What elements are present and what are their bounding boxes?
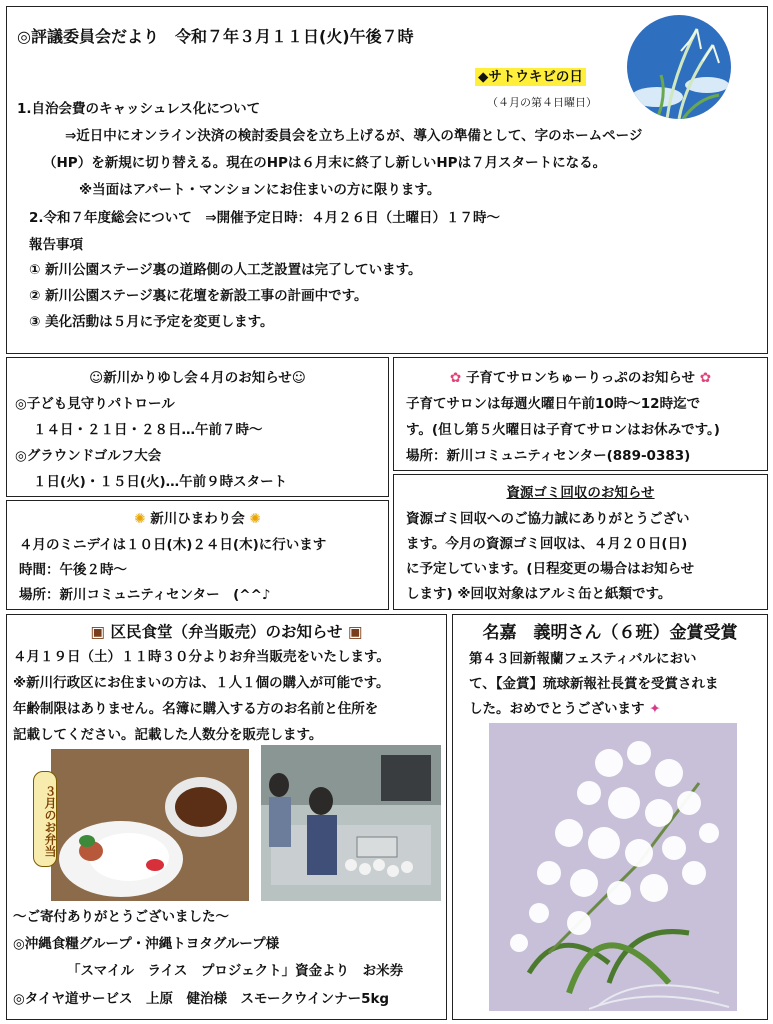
celebration-icon: ✦ bbox=[649, 701, 661, 717]
shokudo-title-row bbox=[7, 625, 446, 641]
recycle-title: 資源ゴミ回収のお知らせ bbox=[506, 485, 655, 501]
salon-title: 子育てサロンちゅーりっぷのお知らせ bbox=[465, 370, 696, 386]
shokudo-line2: ※新川行政区にお住まいの方は、１人１個の購入が可能です。 bbox=[13, 675, 390, 691]
recycle-section bbox=[393, 474, 768, 610]
kariyushi-line3: ◎グラウンドゴルフ大会 bbox=[15, 448, 162, 464]
shokudo-section bbox=[6, 614, 447, 1020]
donation-line3: ◎タイヤ道サービス 上原 健治様 スモークウインナー5kg bbox=[13, 991, 390, 1007]
bento-tag: ３月のお弁当 bbox=[33, 771, 57, 867]
kariyushi-line2: １４日・２１日・２８日…午前７時～ bbox=[33, 422, 263, 438]
salon-line1: 子育てサロンは毎週火曜日午前10時～12時迄で bbox=[406, 396, 701, 412]
sugarcane-label: ◆サトウキビの日 bbox=[475, 71, 586, 85]
kitchen-photo bbox=[261, 745, 441, 901]
himawari-title: 新川ひまわり会 bbox=[150, 511, 245, 527]
award-section bbox=[452, 614, 768, 1020]
kariyushi-line4: １日(火)・１５日(火)…午前９時スタート bbox=[33, 474, 288, 490]
himawari-line1: ４月のミニデイは１０日(木)２４日(木)に行います bbox=[19, 537, 327, 553]
report-heading: 報告事項 bbox=[29, 237, 83, 253]
shokudo-title: 区民食堂（弁当販売）のお知らせ bbox=[110, 623, 343, 641]
salon-title-row bbox=[394, 372, 767, 386]
council-item1-line2: （HP）を新規に切り替える。現在のHPは６月末に終了し新しいHPは７月スタートになる。 bbox=[43, 155, 607, 171]
himawari-line3: 場所：新川コミュニティセンター (^^♪ bbox=[19, 587, 271, 603]
bento-icon: ▣ bbox=[90, 623, 106, 641]
award-line3-row bbox=[469, 703, 661, 717]
himawari-title-row bbox=[7, 513, 388, 527]
council-item1-line1: ⇒近日中にオンライン決済の検討委員会を立ち上げるが、導入の準備として、字のホームページ bbox=[65, 128, 643, 144]
recycle-line3: に予定しています。(日程変更の場合はお知らせ bbox=[406, 561, 695, 577]
himawari-section bbox=[6, 500, 389, 610]
bento-icon: ▣ bbox=[347, 623, 363, 641]
salon-line2: す。(但し第５火曜日は子育てサロンはお休みです。) bbox=[406, 422, 720, 438]
orchid-photo bbox=[489, 723, 737, 1011]
salon-section bbox=[393, 357, 768, 471]
kariyushi-section bbox=[6, 357, 389, 497]
bento-photo bbox=[51, 749, 249, 901]
award-line3: した。おめでとうございます bbox=[469, 701, 645, 717]
award-line1: 第４３回新報蘭フェスティバルにおい bbox=[469, 651, 697, 667]
award-title: 名嘉 義明さん（６班）金賞受賞 bbox=[482, 623, 738, 643]
council-item2: 2.令和７年度総会について ⇒開催予定日時：４月２６日（土曜日）１７時～ bbox=[29, 210, 501, 226]
donation-thanks: ～ご寄付ありがとうございました～ bbox=[13, 909, 229, 925]
himawari-line2: 時間：午後２時～ bbox=[19, 562, 127, 578]
recycle-line4: します) ※回収対象はアルミ缶と紙類です。 bbox=[406, 586, 672, 602]
council-item1-line3: ※当面はアパート・マンションにお住まいの方に限ります。 bbox=[79, 182, 441, 198]
sunflower-icon: ✺ bbox=[134, 511, 146, 527]
recycle-line1: 資源ゴミ回収へのご協力誠にありがとうござい bbox=[406, 511, 690, 527]
salon-line3: 場所：新川コミュニティセンター(889-0383) bbox=[406, 448, 691, 464]
report-item-2: ② 新川公園ステージ裏に花壇を新設工事の計画中です。 bbox=[29, 288, 368, 304]
council-title: ◎評議委員会だより 令和７年３月１１日(火)午後７時 bbox=[17, 27, 414, 46]
donation-line2: 「スマイル ライス プロジェクト」資金より お米券 bbox=[67, 963, 404, 979]
council-item1: 1.自治会費のキャッシュレス化について bbox=[17, 101, 261, 117]
award-line2: て、【金賞】琉球新報社長賞を受賞されま bbox=[469, 676, 719, 692]
council-section bbox=[6, 6, 768, 354]
report-item-3: ③ 美化活動は５月に予定を変更します。 bbox=[29, 314, 274, 330]
tulip-icon: ✿ bbox=[449, 370, 462, 386]
tulip-icon: ✿ bbox=[699, 370, 712, 386]
shokudo-line3: 年齢制限はありません。名簿に購入する方のお名前と住所を bbox=[13, 701, 379, 717]
report-item-1: ① 新川公園ステージ裏の道路側の人工芝設置は完了しています。 bbox=[29, 262, 422, 278]
recycle-line2: ます。今月の資源ゴミ回収は、４月２０日(日) bbox=[406, 536, 688, 552]
donation-line1: ◎沖縄食糧グループ・沖縄トヨタグループ様 bbox=[13, 936, 280, 952]
shokudo-line1: ４月１９日（土）１１時３０分よりお弁当販売をいたします。 bbox=[13, 649, 390, 665]
kariyushi-line1: ◎子ども見守りパトロール bbox=[15, 396, 175, 412]
sugarcane-note: （４月の第４日曜日） bbox=[487, 96, 597, 109]
sunflower-icon: ✺ bbox=[249, 511, 261, 527]
sugarcane-illustration bbox=[627, 15, 731, 119]
kariyushi-title: ☺新川かりゆし会４月のお知らせ☺ bbox=[89, 370, 306, 386]
shokudo-line4: 記載してください。記載した人数分を販売します。 bbox=[13, 727, 323, 743]
